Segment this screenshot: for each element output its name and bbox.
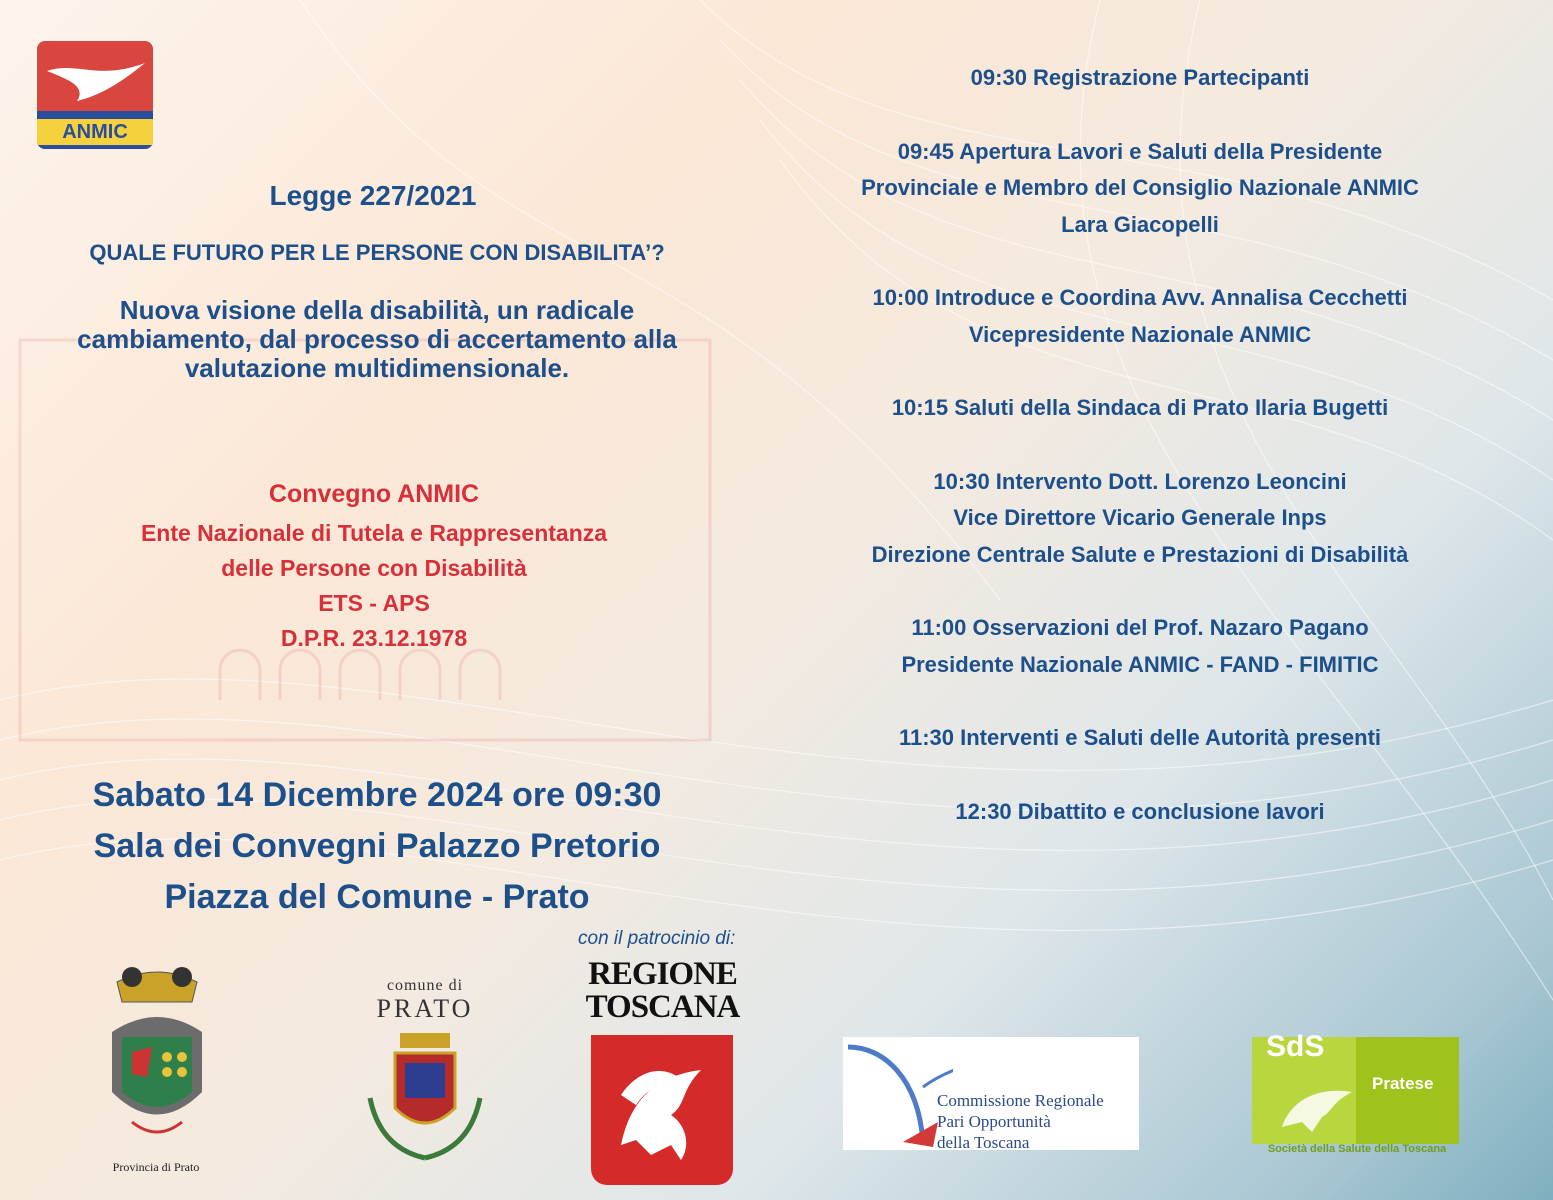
law-title: Legge 227/2021: [269, 180, 477, 211]
schedule-line: 10:00 Introduce e Coordina Avv. Annalisa Cecchetti: [872, 285, 1408, 310]
sds-pratese: Pratese: [1372, 1074, 1434, 1093]
schedule-item: [790, 280, 1490, 353]
commissione-line: Pari Opportunità: [937, 1112, 1051, 1131]
sds-title: SdS: [1266, 1030, 1325, 1063]
pegasus-icon: [591, 1035, 733, 1185]
bird-icon: [37, 41, 153, 111]
commissione-text: [937, 1090, 1104, 1153]
schedule-line: 09:30 Registrazione Partecipanti: [970, 65, 1310, 90]
question-heading: QUALE FUTURO PER LE PERSONE CON DISABILITA’?: [89, 240, 665, 265]
provincia-crest-icon: [92, 962, 222, 1157]
schedule-line: Presidente Nazionale ANMIC - FAND - FIMITIC: [901, 651, 1379, 677]
schedule-item: [790, 464, 1490, 574]
commissione-line: Commissione Regionale: [937, 1091, 1104, 1110]
schedule-line: Direzione Centrale Salute e Prestazioni di Disabilità: [871, 541, 1409, 567]
schedule-item: [790, 794, 1490, 831]
vision-line: Nuova visione della disabilità, un radicale: [119, 295, 635, 325]
comune-small-text: comune di: [386, 977, 464, 994]
schedule-line: 11:00 Osservazioni del Prof. Nazaro Pagano: [911, 615, 1369, 640]
regione-flag: [591, 1035, 733, 1185]
vision-line: valutazione multidimensionale.: [184, 353, 570, 383]
schedule-line: Vicepresidente Nazionale ANMIC: [968, 321, 1312, 347]
schedule-line: 09:45 Apertura Lavori e Saluti della Presidente: [897, 138, 1383, 164]
regione-line: TOSCANA: [585, 989, 740, 1025]
horse-icon: [1272, 1077, 1362, 1137]
sds-caption: Società della Salute della Toscana: [1267, 1143, 1447, 1155]
schedule-item: [790, 390, 1490, 427]
convegno-line: ETS - APS: [318, 590, 430, 616]
schedule-line: 12:30 Dibattito e conclusione lavori: [955, 798, 1325, 824]
convegno-line: D.P.R. 23.12.1978: [280, 625, 468, 651]
schedule-line: 11:30 Interventi e Saluti delle Autorità presenti: [898, 725, 1382, 750]
event-date: Sabato 14 Dicembre 2024 ore 09:30: [92, 776, 662, 814]
convegno-line: Ente Nazionale di Tutela e Rappresentanza: [140, 520, 608, 546]
schedule-item: [790, 610, 1490, 683]
schedule: [790, 60, 1490, 867]
convegno-title: Convegno ANMIC: [268, 480, 480, 508]
schedule-item: [790, 134, 1490, 244]
event-place: Piazza del Comune - Prato: [164, 878, 590, 916]
regione-toscana-text: [585, 958, 740, 1024]
patronage-label: con il patrocinio di:: [578, 928, 736, 949]
anmic-logo: [37, 41, 153, 149]
anmic-logo-text: ANMIC: [37, 119, 153, 145]
regione-line: REGIONE: [588, 956, 737, 992]
schedule-line: Provinciale e Membro del Consiglio Nazionale ANMIC: [861, 175, 1419, 200]
schedule-line: Lara Giacopelli: [1061, 211, 1219, 237]
provincia-caption: Provincia di Prato: [112, 1160, 200, 1174]
schedule-item: [790, 720, 1490, 757]
event-venue: Sala dei Convegni Palazzo Pretorio: [93, 827, 661, 865]
comune-big-text: PRATO: [376, 994, 474, 1023]
convegno-line: delle Persone con Disabilità: [221, 555, 527, 581]
convegno-block: [60, 480, 688, 656]
vision-line: cambiamento, dal processo di accertamento alla: [77, 324, 677, 354]
commissione-line: della Toscana: [937, 1133, 1030, 1152]
schedule-line: Vice Direttore Vicario Generale Inps: [953, 505, 1327, 530]
comune-crest-icon: [360, 1028, 490, 1168]
schedule-line: 10:15 Saluti della Sindaca di Prato Ilaria Bugetti: [891, 395, 1389, 420]
schedule-item: [790, 60, 1490, 97]
schedule-line: 10:30 Intervento Dott. Lorenzo Leoncini: [933, 468, 1347, 494]
event-details: [20, 770, 734, 923]
vision-text: [20, 296, 734, 383]
